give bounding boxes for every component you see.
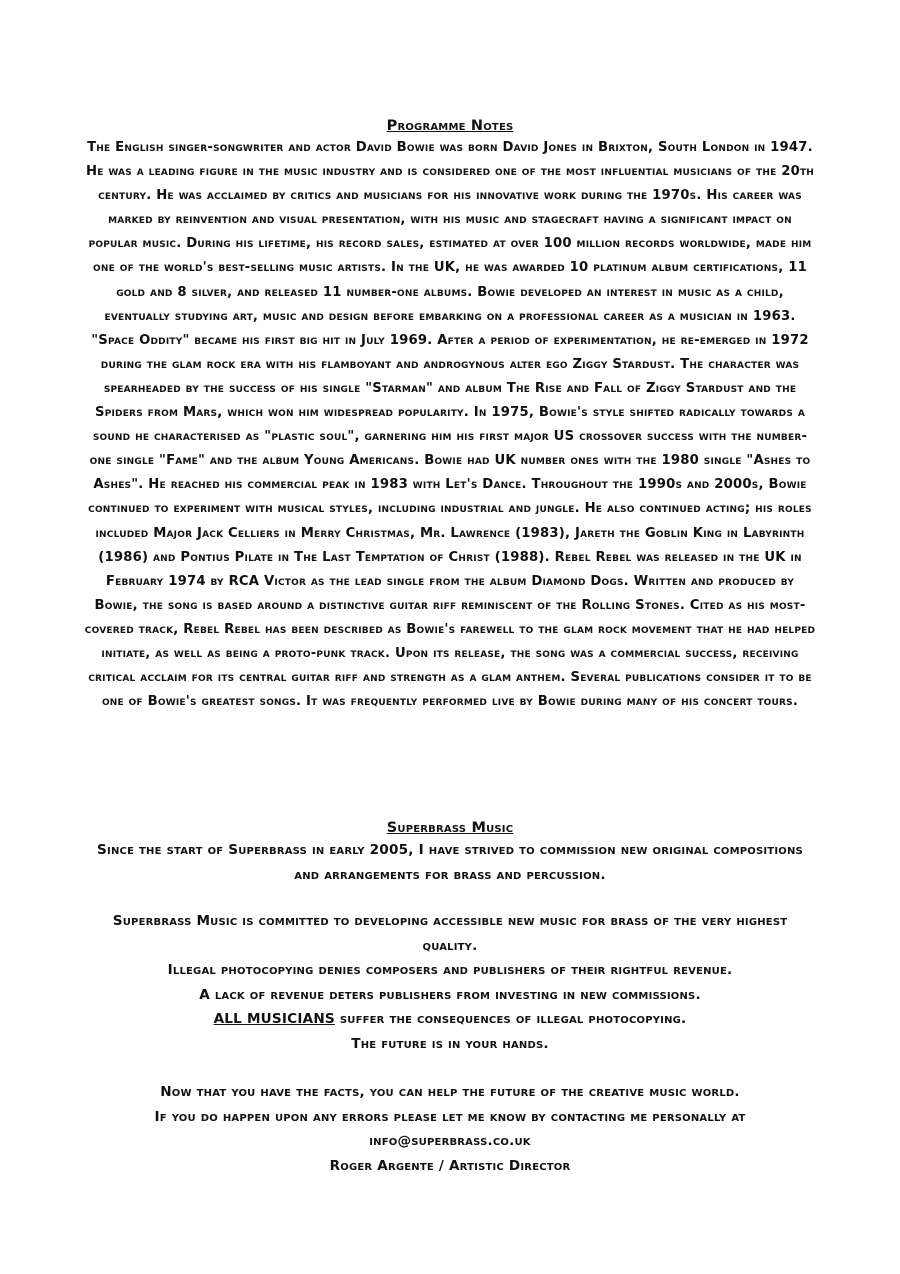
all-musicians-emphasis: ALL MUSICIANS [213,1011,335,1027]
superbrass-commitment: Superbrass Music is committed to developing accessible new music for brass of the very highest quality. [112,913,788,954]
facts-line: Now that you have the facts, you can help the future of the creative music world. [160,1084,740,1100]
lack-of-revenue-line: A lack of revenue deters publishers from investing in new commissions. [199,986,701,1003]
contact-email: info@superbrass.co.uk [369,1133,531,1149]
signature-line: Roger Argente / Artistic Director [329,1157,571,1174]
all-musicians-rest: suffer the consequences of illegal photocopying. [339,1011,687,1027]
all-musicians-line [84,1007,816,1032]
spacer [84,887,816,909]
programme-notes-section [84,116,816,714]
superbrass-music-heading: Superbrass Music [386,820,514,836]
superbrass-music-section [84,818,816,1178]
programme-notes-heading: Programme Notes [386,118,514,134]
spacer [84,1056,816,1080]
superbrass-intro: Since the start of Superbrass in early 2005, I have strived to commission new original compositions and arrangements for brass and percussion. [97,842,803,883]
programme-notes-body: The English singer-songwriter and actor David Bowie was born David Jones in Brixton, South London in 1947. He was a leading figure in the music industry and is considered one of the most influential musicians of the 20th century. He was acclaimed by critics and musicians for his innovative work during the 1970s. His career was marked by reinvention and visual presentation, with his music and stagecraft having a significant impact on popular music. During his lifetime, his record sales, estimated at over 100 million records worldwide, made him one of the world's best-selling music artists. In the UK, he was awarded 10 platinum album certifications, 11 gold and 8 silver, and released 11 number-one albums. Bowie developed an interest in music as a child, eventually studying art, music and design before embarking on a professional career as a musician in 1963. "Space Oddity" became his first big hit in July 1969. After a period of experimentation, he re-emerged in 1972 during the glam rock era with his flamboyant and androgynous alter ego Ziggy Stardust. The character was spearheaded by the success of his single "Starman" and album The Rise and Fall of Ziggy Stardust and the Spiders from Mars, which won him widespread popularity. In 1975, Bowie's style shifted radically towards a sound he characterised as "plastic soul", garnering him his first major US crossover success with the number-one single "Fame" and the album Young Americans. Bowie had UK number ones with the 1980 single "Ashes to Ashes". He reached his commercial peak in 1983 with Let's Dance. Throughout the 1990s and 2000s, Bowie continued to experiment with musical styles, including industrial and jungle. He also continued acting; his roles included Major Jack Celliers in Merry Christmas, Mr. Lawrence (1983), Jareth the Goblin King in Labyrinth (1986) and Pontius Pilate in The Last Temptation of Christ (1988). Rebel Rebel was released in the UK in February 1974 by RCA Victor as the lead single from the album Diamond Dogs. Written and produced by Bowie, the song is based around a distinctive guitar riff reminiscent of the Rolling Stones. Cited as his most-covered track, Rebel Rebel has been described as Bowie's farewell to the glam rock movement that he had helped initiate, as well as being a proto-punk track. Upon its release, the song was a commercial success, receiving critical acclaim for its central guitar riff and strength as a glam anthem. Several publications consider it to be one of Bowie's greatest songs. It was frequently performed live by Bowie during many of his concert tours. [84,140,816,710]
errors-line: If you do happen upon any errors please let me know by contacting me personally at [154,1108,746,1125]
illegal-photocopying-line: Illegal photocopying denies composers and publishers of their rightful revenue. [167,962,733,978]
future-in-your-hands-line: The future is in your hands. [351,1035,549,1052]
